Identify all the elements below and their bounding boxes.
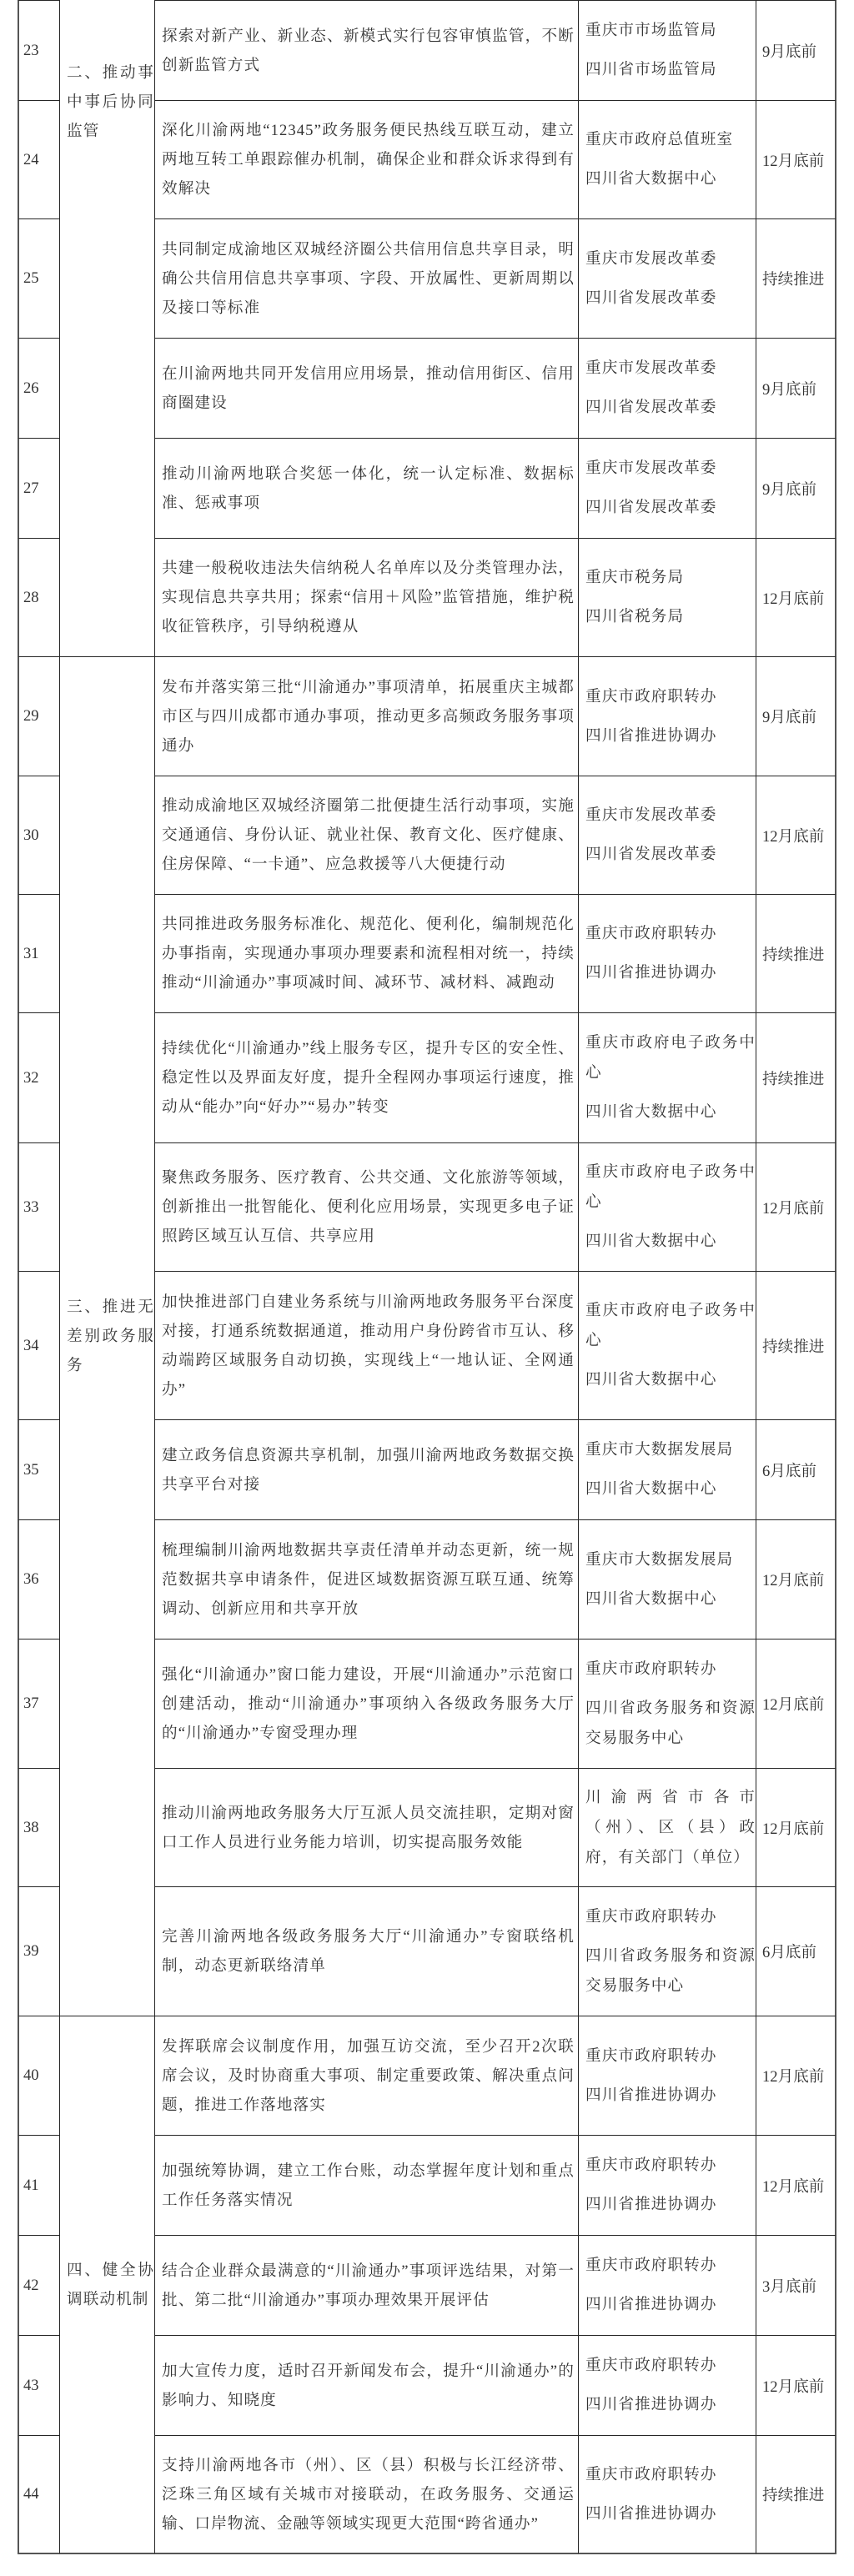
responsible-unit: 四川省大数据中心 bbox=[585, 1589, 717, 1608]
row-number: 33 bbox=[18, 1143, 60, 1272]
deadline: 3月底前 bbox=[756, 2236, 836, 2336]
responsible-unit: 四川省大数据中心 bbox=[585, 1103, 717, 1121]
row-number: 25 bbox=[18, 219, 60, 339]
responsible-unit: 重庆市政府职转办 bbox=[585, 925, 717, 942]
task-description bbox=[155, 1769, 579, 1887]
category-cell bbox=[60, 2016, 155, 2554]
responsible-units bbox=[579, 1887, 756, 2016]
deadline: 12月底前 bbox=[756, 1520, 836, 1640]
category-cell bbox=[60, 0, 155, 657]
row-number: 44 bbox=[18, 2436, 60, 2554]
responsible-unit: 重庆市政府职转办 bbox=[585, 1907, 717, 1926]
row-number: 32 bbox=[18, 1013, 60, 1143]
responsible-unit: 重庆市政府总值班室 bbox=[585, 131, 734, 148]
deadline: 12月底前 bbox=[756, 1769, 836, 1887]
task-text: 推动川渝两地联合奖惩一体化，统一认定标准、数据标准、惩戒事项 bbox=[162, 464, 575, 512]
deadline: 12月底前 bbox=[756, 2016, 836, 2136]
row-number: 35 bbox=[18, 1420, 60, 1520]
responsible-units bbox=[579, 1013, 756, 1143]
task-text: 深化川渝两地“12345”政务服务便民热线互联互动，建立两地互转工单跟踪催办机制，确保企业和群众诉求得到有效解决 bbox=[162, 122, 575, 198]
deadline: 9月底前 bbox=[756, 439, 836, 539]
row-number: 27 bbox=[18, 439, 60, 539]
responsible-units bbox=[579, 895, 756, 1013]
responsible-unit: 重庆市政府职转办 bbox=[585, 687, 717, 706]
task-text: 强化“川渝通办”窗口能力建设，开展“川渝通办”示范窗口创建活动，推动“川渝通办”事项纳入各级政务服务大厅的“川渝通办”专窗受理办理 bbox=[162, 1665, 575, 1742]
responsible-units bbox=[579, 219, 756, 339]
responsible-units bbox=[579, 439, 756, 539]
task-text: 持续优化“川渝通办”线上服务专区，提升专区的安全性、稳定性以及界面友好度，提升全程网办事项运行速度，推动从“能办”向“好办”“易办”转变 bbox=[162, 1040, 575, 1116]
responsible-unit: 重庆市发展改革委 bbox=[585, 249, 717, 268]
responsible-units bbox=[579, 101, 756, 219]
responsible-unit: 四川省发展改革委 bbox=[585, 499, 717, 516]
responsible-units bbox=[579, 339, 756, 439]
responsible-unit: 四川省推进协调办 bbox=[585, 2196, 717, 2213]
deadline: 持续推进 bbox=[756, 219, 836, 339]
task-description bbox=[155, 1887, 579, 2016]
row-number: 43 bbox=[18, 2336, 60, 2436]
responsible-units bbox=[579, 539, 756, 657]
task-description bbox=[155, 776, 579, 895]
responsible-unit: 四川省市场监管局 bbox=[585, 61, 717, 78]
row-number: 23 bbox=[18, 0, 60, 101]
deadline: 持续推进 bbox=[756, 895, 836, 1013]
task-description bbox=[155, 339, 579, 439]
responsible-unit: 四川省推进协调办 bbox=[585, 726, 717, 745]
responsible-unit: 重庆市政府职转办 bbox=[585, 2046, 717, 2065]
responsible-unit: 四川省推进协调办 bbox=[585, 2504, 717, 2523]
responsible-unit: 重庆市政府职转办 bbox=[585, 2357, 717, 2374]
responsible-unit: 四川省税务局 bbox=[585, 608, 685, 625]
responsible-unit: 四川省大数据中心 bbox=[585, 1371, 717, 1388]
responsible-unit: 重庆市市场监管局 bbox=[585, 22, 717, 39]
row-number: 38 bbox=[18, 1769, 60, 1887]
task-text: 在川渝两地共同开发信用应用场景，推动信用街区、信用商圈建设 bbox=[162, 364, 575, 412]
responsible-unit: 川渝两省市各市（州）、区（县）政府，有关部门（单位） bbox=[585, 1788, 756, 1866]
deadline: 12月底前 bbox=[756, 2136, 836, 2236]
responsible-units bbox=[579, 2436, 756, 2554]
task-description bbox=[155, 1013, 579, 1143]
responsible-units bbox=[579, 2136, 756, 2236]
task-text: 完善川渝两地各级政务服务大厅“川渝通办”专窗联络机制，动态更新联络清单 bbox=[162, 1928, 575, 1975]
task-description bbox=[155, 2016, 579, 2136]
row-number: 26 bbox=[18, 339, 60, 439]
responsible-unit: 重庆市税务局 bbox=[585, 569, 685, 586]
responsible-units bbox=[579, 1640, 756, 1769]
deadline: 9月底前 bbox=[756, 657, 836, 776]
row-number: 37 bbox=[18, 1640, 60, 1769]
deadline: 12月底前 bbox=[756, 539, 836, 657]
responsible-unit: 重庆市大数据发展局 bbox=[585, 1441, 734, 1459]
responsible-unit: 重庆市发展改革委 bbox=[585, 806, 717, 824]
task-description bbox=[155, 1420, 579, 1520]
deadline: 持续推进 bbox=[756, 1013, 836, 1143]
responsible-units bbox=[579, 657, 756, 776]
deadline: 6月底前 bbox=[756, 1420, 836, 1520]
responsible-unit: 重庆市大数据发展局 bbox=[585, 1550, 734, 1569]
task-description bbox=[155, 2136, 579, 2236]
row-number: 41 bbox=[18, 2136, 60, 2236]
row-number: 30 bbox=[18, 776, 60, 895]
responsible-units bbox=[579, 2336, 756, 2436]
category-cell bbox=[60, 657, 155, 2016]
deadline: 持续推进 bbox=[756, 1272, 836, 1420]
row-number: 31 bbox=[18, 895, 60, 1013]
responsible-unit: 重庆市政府职转办 bbox=[585, 2465, 717, 2483]
task-text: 发布并落实第三批“川渝通办”事项清单，拓展重庆主城都市区与四川成都市通办事项，推动更多高频政务服务事项通办 bbox=[162, 678, 575, 755]
row-number: 29 bbox=[18, 657, 60, 776]
row-number: 28 bbox=[18, 539, 60, 657]
row-number: 24 bbox=[18, 101, 60, 219]
responsible-unit: 重庆市政府职转办 bbox=[585, 1660, 717, 1678]
responsible-unit: 四川省推进协调办 bbox=[585, 964, 717, 982]
task-description bbox=[155, 1143, 579, 1272]
task-text: 加强统筹协调，建立工作台账，动态掌握年度计划和重点工作任务落实情况 bbox=[162, 2162, 575, 2209]
task-description bbox=[155, 2436, 579, 2554]
deadline: 12月底前 bbox=[756, 101, 836, 219]
responsible-units bbox=[579, 1420, 756, 1520]
deadline: 12月底前 bbox=[756, 2336, 836, 2436]
responsible-unit: 四川省发展改革委 bbox=[585, 289, 717, 307]
task-description bbox=[155, 439, 579, 539]
responsible-unit: 四川省推进协调办 bbox=[585, 2296, 717, 2313]
deadline: 12月底前 bbox=[756, 1640, 836, 1769]
task-description bbox=[155, 2236, 579, 2336]
task-description bbox=[155, 1272, 579, 1420]
deadline: 12月底前 bbox=[756, 1143, 836, 1272]
category-label: 二、推动事中事后协同监管 bbox=[67, 64, 154, 140]
responsible-unit: 四川省大数据中心 bbox=[585, 1233, 717, 1250]
task-text: 梳理编制川渝两地数据共享责任清单并动态更新，统一规范数据共享申请条件，促进区域数据资源互联互通、统筹调动、创新应用和共享开放 bbox=[162, 1541, 575, 1618]
responsible-units bbox=[579, 1272, 756, 1420]
task-description bbox=[155, 2336, 579, 2436]
task-text: 探索对新产业、新业态、新模式实行包容审慎监管，不断创新监管方式 bbox=[162, 27, 575, 74]
responsible-units bbox=[579, 1143, 756, 1272]
task-text: 发挥联席会议制度作用，加强互访交流，至少召开2次联席会议，及时协商重大事项、制定重要政策、解决重点问题，推进工作落地落实 bbox=[162, 2037, 575, 2114]
task-text: 结合企业群众最满意的“川渝通办”事项评选结果，对第一批、第二批“川渝通办”事项办理效果开展评估 bbox=[162, 2262, 575, 2309]
deadline: 6月底前 bbox=[756, 1887, 836, 2016]
task-text: 推动川渝两地政务服务大厅互派人员交流挂职，定期对窗口工作人员进行业务能力培训，切实提高服务效能 bbox=[162, 1804, 575, 1851]
responsible-unit: 重庆市发展改革委 bbox=[585, 359, 717, 377]
responsible-unit: 四川省政务服务和资源交易服务中心 bbox=[585, 1699, 756, 1747]
task-table bbox=[18, 0, 836, 2554]
task-description bbox=[155, 1640, 579, 1769]
responsible-unit: 四川省推进协调办 bbox=[585, 2396, 717, 2413]
task-text: 共同推进政务服务标准化、规范化、便利化，编制规范化办事指南，实现通办事项办理要素和流程相对统一，持续推动“川渝通办”事项减时间、减环节、减材料、减跑动 bbox=[162, 916, 575, 992]
responsible-unit: 四川省政务服务和资源交易服务中心 bbox=[585, 1946, 756, 1995]
deadline: 持续推进 bbox=[756, 2436, 836, 2554]
responsible-units bbox=[579, 776, 756, 895]
task-text: 聚焦政务服务、医疗教育、公共交通、文化旅游等领域，创新推出一批智能化、便利化应用场景，实现更多电子证照跨区域互认互信、共享应用 bbox=[162, 1169, 575, 1245]
responsible-unit: 四川省大数据中心 bbox=[585, 170, 717, 188]
row-number: 36 bbox=[18, 1520, 60, 1640]
responsible-unit: 四川省大数据中心 bbox=[585, 1480, 717, 1498]
task-description bbox=[155, 219, 579, 339]
row-number: 34 bbox=[18, 1272, 60, 1420]
responsible-unit: 重庆市政府职转办 bbox=[585, 2157, 717, 2174]
responsible-unit: 重庆市政府电子政务中心 bbox=[585, 1302, 756, 1349]
responsible-unit: 四川省推进协调办 bbox=[585, 2086, 717, 2104]
responsible-units bbox=[579, 1769, 756, 1887]
responsible-unit: 四川省发展改革委 bbox=[585, 846, 717, 863]
responsible-units bbox=[579, 1520, 756, 1640]
responsible-units bbox=[579, 2016, 756, 2136]
responsible-units bbox=[579, 2236, 756, 2336]
responsible-unit: 重庆市政府电子政务中心 bbox=[585, 1163, 756, 1211]
deadline: 9月底前 bbox=[756, 339, 836, 439]
task-text: 共建一般税收违法失信纳税人名单库以及分类管理办法，实现信息共享共用；探索“信用＋风险”监管措施，维护税收征管秩序，引导纳税遵从 bbox=[162, 560, 575, 635]
task-text: 推动成渝地区双城经济圈第二批便捷生活行动事项，实施交通通信、身份认证、就业社保、教育文化、医疗健康、住房保障、“一卡通”、应急救援等八大便捷行动 bbox=[162, 797, 575, 873]
task-text: 建立政务信息资源共享机制，加强川渝两地政务数据交换共享平台对接 bbox=[162, 1446, 575, 1494]
task-description bbox=[155, 1520, 579, 1640]
task-text: 加大宣传力度，适时召开新闻发布会，提升“川渝通办”的影响力、知晓度 bbox=[162, 2362, 575, 2409]
responsible-units bbox=[579, 0, 756, 101]
task-description bbox=[155, 895, 579, 1013]
task-description bbox=[155, 539, 579, 657]
responsible-unit: 重庆市政府职转办 bbox=[585, 2257, 717, 2274]
task-text: 加快推进部门自建业务系统与川渝两地政务服务平台深度对接，打通系统数据通道，推动用户身份跨省市互认、移动端跨区域服务自动切换，实现线上“一地认证、全网通办” bbox=[162, 1293, 575, 1398]
deadline: 12月底前 bbox=[756, 776, 836, 895]
task-description bbox=[155, 0, 579, 101]
category-label: 三、推进无差别政务服务 bbox=[67, 1298, 154, 1374]
task-text: 共同制定成渝地区双城经济圈公共信用信息共享目录，明确公共信用信息共享事项、字段、开放属性、更新周期以及接口等标准 bbox=[162, 240, 575, 317]
task-text: 支持川渝两地各市（州）、区（县）积极与长江经济带、泛珠三角区域有关城市对接联动，在政务服务、交通运输、口岸物流、金融等领域实现更大范围“跨省通办” bbox=[162, 2456, 575, 2533]
row-number: 40 bbox=[18, 2016, 60, 2136]
row-number: 39 bbox=[18, 1887, 60, 2016]
responsible-unit: 重庆市政府电子政务中心 bbox=[585, 1034, 756, 1082]
task-description bbox=[155, 657, 579, 776]
category-label: 四、健全协调联动机制 bbox=[67, 2261, 154, 2308]
deadline: 9月底前 bbox=[756, 0, 836, 101]
responsible-unit: 重庆市发展改革委 bbox=[585, 459, 717, 477]
row-number: 42 bbox=[18, 2236, 60, 2336]
responsible-unit: 四川省发展改革委 bbox=[585, 399, 717, 416]
task-description bbox=[155, 101, 579, 219]
